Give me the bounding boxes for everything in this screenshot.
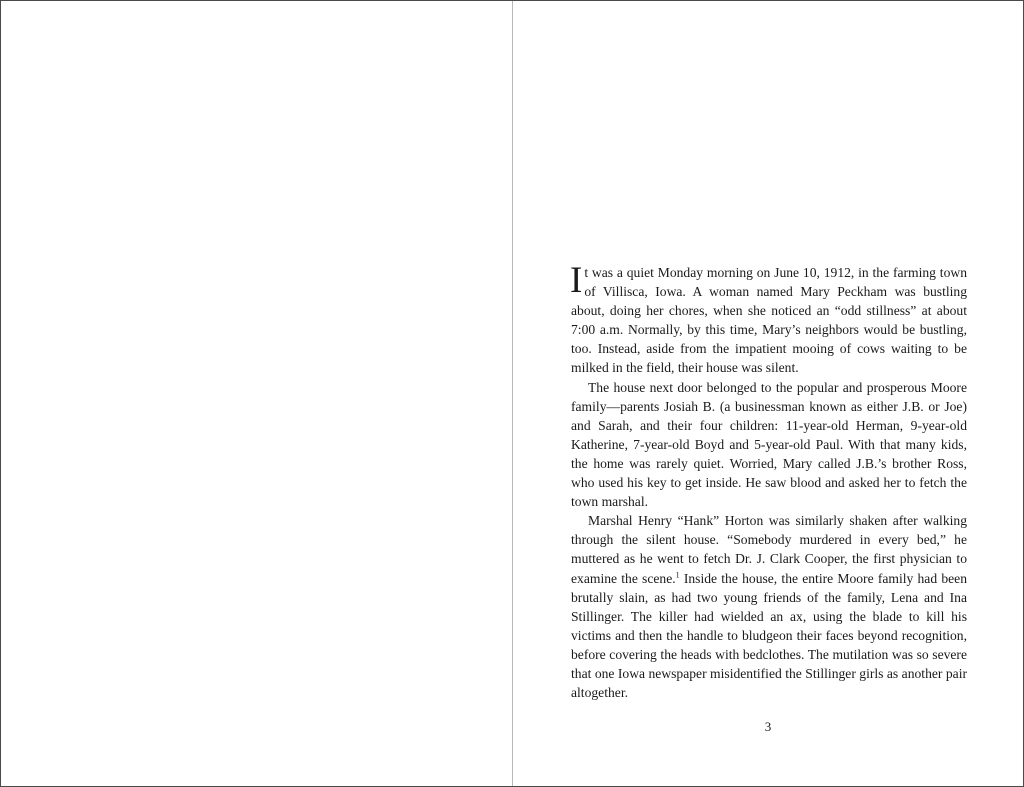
paragraph-3-part-2: Inside the house, the entire Moore family had been brutally slain, as had two young friends of the family, Lena and Ina Stillinger. The killer had wielded an ax, using the blade to kill his victims and then the handle to bludgeon their faces beyond recognition, before covering the heads with bedclothes. The mutilation was so severe that one Iowa newspaper misidentified the Stillinger girls as another pair altogether.	[571, 570, 967, 701]
paragraph-3	[571, 511, 967, 702]
body-text	[570, 260, 967, 702]
paragraph-1: It was a quiet Monday morning on June 10, 1912, in the farming town of Villisca, Iowa. A woman named Mary Peckham was bustling about, doing her chores, when she noticed an “odd stillness” at about 7:00 a.m. Normally, by this time, Mary’s neighbors would be bustling, too. Instead, aside from the impatient mooing of cows waiting to be milked in the field, their house was silent.	[570, 260, 967, 376]
paragraph-2: The house next door belonged to the popular and prosperous Moore family—parents Josiah B. (a businessman known as either J.B. or Joe) and Sarah, and their four children: 11-year-old Herman, 9-year-old Katherine, 7-year-old Boyd and 5-year-old Paul. With that many kids, the home was rarely quiet. Worried, Mary called J.B.’s brother Ross, who used his key to get inside. He saw blood and asked her to fetch the town marshal.	[571, 379, 967, 510]
right-page	[513, 1, 1023, 786]
footnote-reference[interactable]: 1	[675, 569, 680, 579]
paragraph-3-part-1: Marshal Henry “Hank” Horton was similarly shaken after walking through the silent house. “Somebody murdered in every bed,” he muttered as he went to fetch Dr. J. Clark Cooper, the first physician to examine the scene.	[571, 513, 967, 586]
page-number: 3	[764, 719, 772, 734]
left-page-blank	[1, 1, 512, 786]
